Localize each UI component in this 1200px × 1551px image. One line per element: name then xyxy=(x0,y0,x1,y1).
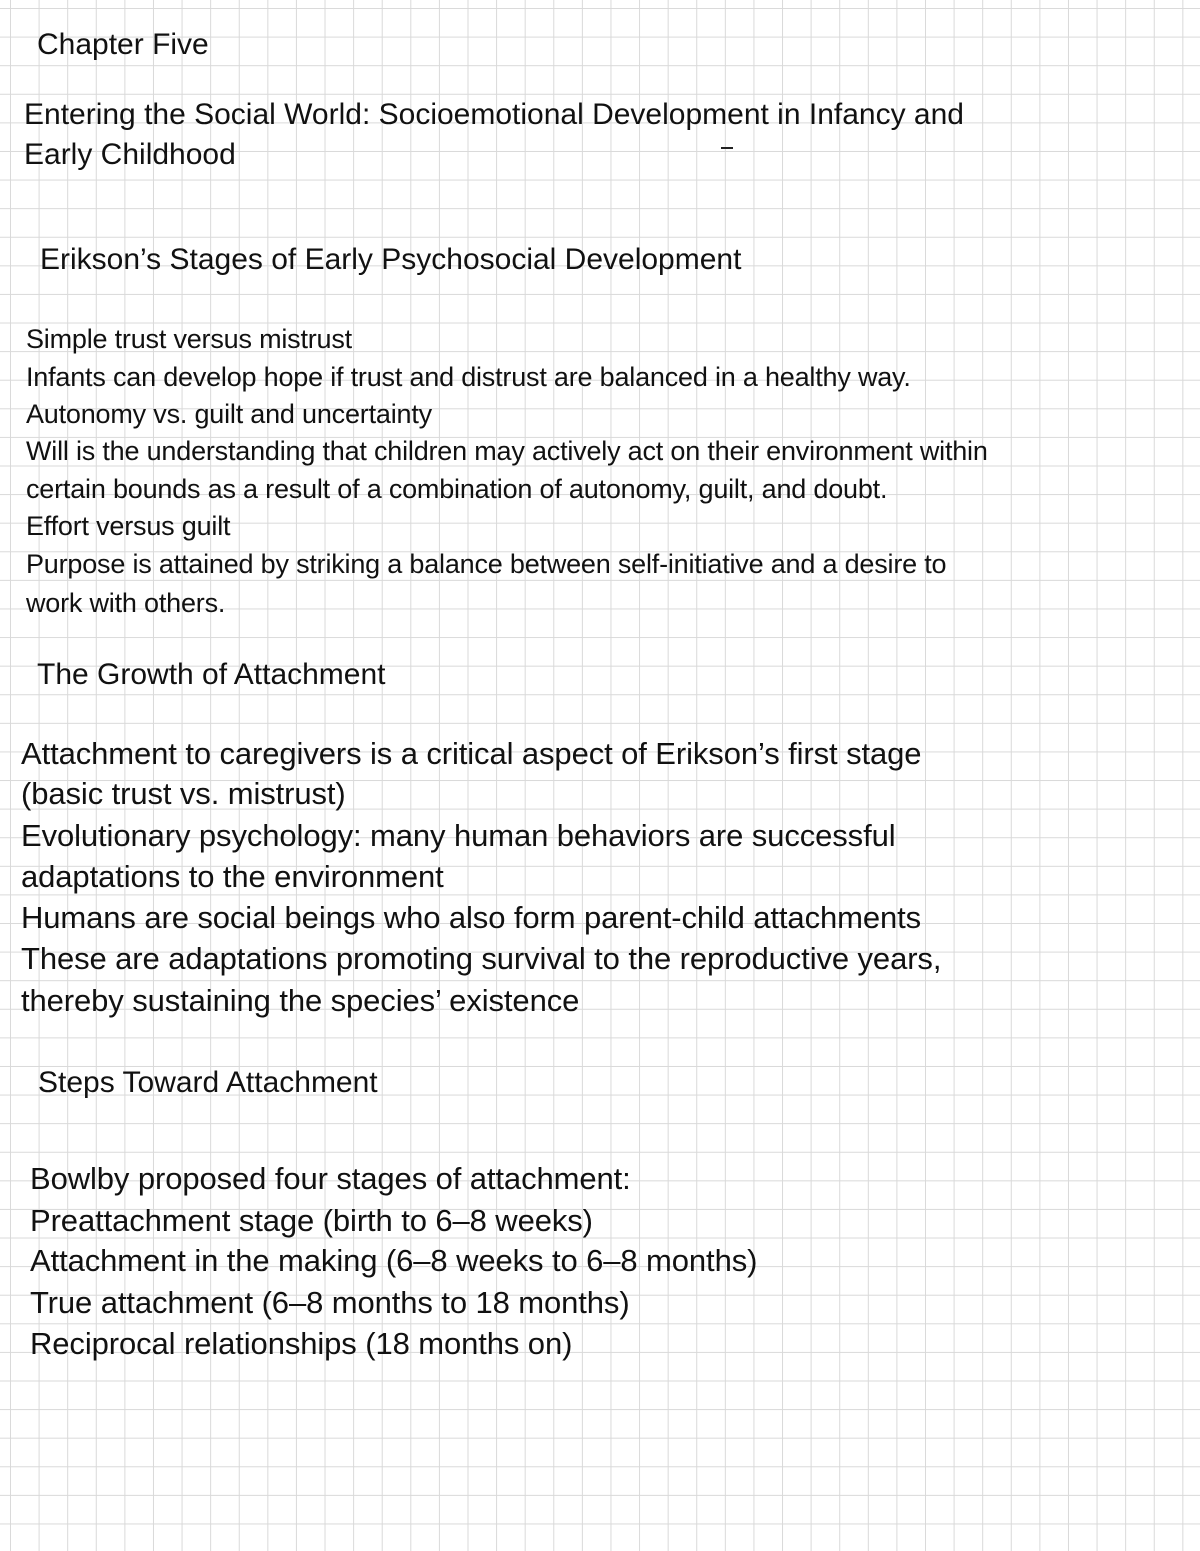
attachment-line: Attachment to caregivers is a critical aspect of Erikson’s first stage xyxy=(21,736,922,771)
steps-line: Attachment in the making (6–8 weeks to 6–8 months) xyxy=(30,1243,758,1278)
erikson-line: certain bounds as a result of a combination of autonomy, guilt, and doubt. xyxy=(26,474,888,504)
erikson-line: Simple trust versus mistrust xyxy=(26,324,352,354)
section-heading-attachment: The Growth of Attachment xyxy=(37,658,386,691)
steps-line: True attachment (6–8 months to 18 months) xyxy=(30,1285,630,1320)
chapter-label: Chapter Five xyxy=(37,28,209,61)
erikson-line: Will is the understanding that children may actively act on their environment within xyxy=(26,436,988,466)
attachment-line: These are adaptations promoting survival to the reproductive years, xyxy=(21,941,942,976)
attachment-line: thereby sustaining the species’ existence xyxy=(21,983,580,1018)
steps-line: Preattachment stage (birth to 6–8 weeks) xyxy=(30,1203,593,1238)
erikson-line: Infants can develop hope if trust and distrust are balanced in a healthy way. xyxy=(26,362,911,392)
section-heading-erikson: Erikson’s Stages of Early Psychosocial Development xyxy=(40,243,742,276)
erikson-line: Purpose is attained by striking a balance between self-initiative and a desire to xyxy=(26,549,947,579)
section-heading-steps: Steps Toward Attachment xyxy=(38,1066,378,1099)
attachment-line: Humans are social beings who also form parent-child attachments xyxy=(21,900,922,935)
stray-pen-mark xyxy=(721,147,733,149)
erikson-line: Autonomy vs. guilt and uncertainty xyxy=(26,399,432,429)
attachment-line: (basic trust vs. mistrust) xyxy=(21,776,346,811)
erikson-line: Effort versus guilt xyxy=(26,511,231,541)
erikson-line: work with others. xyxy=(26,588,226,618)
document-title-line-2: Early Childhood xyxy=(24,138,236,171)
attachment-line: adaptations to the environment xyxy=(21,859,444,894)
document-title-line-1: Entering the Social World: Socioemotional Development in Infancy and xyxy=(24,98,964,131)
attachment-line: Evolutionary psychology: many human behaviors are successful xyxy=(21,818,896,853)
steps-line: Reciprocal relationships (18 months on) xyxy=(30,1326,573,1361)
steps-line: Bowlby proposed four stages of attachment: xyxy=(30,1161,631,1196)
